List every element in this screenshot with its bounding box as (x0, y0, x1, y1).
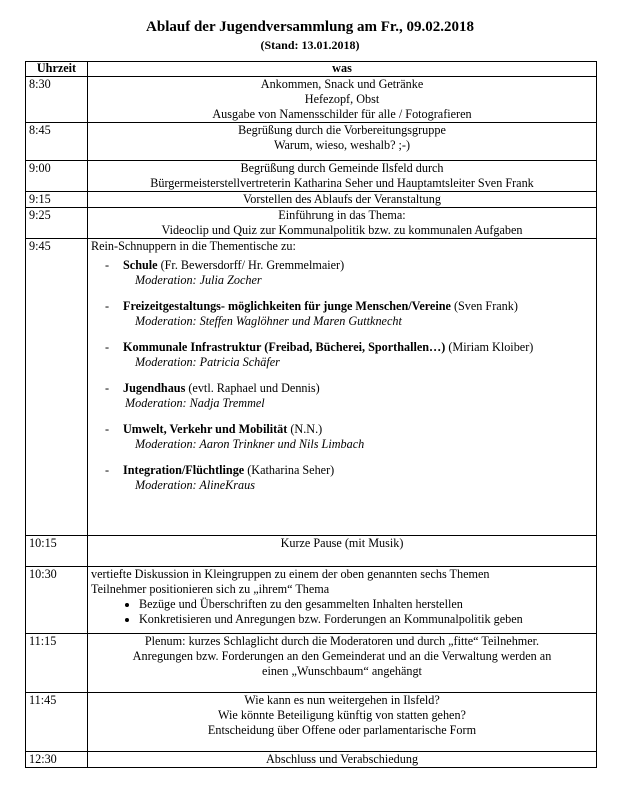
row-time: 11:15 (26, 634, 88, 693)
table-row (26, 192, 597, 208)
row-time: 12:30 (26, 752, 88, 768)
topic-item (91, 422, 593, 452)
page-subtitle: (Stand: 13.01.2018) (260, 38, 360, 52)
table-row (26, 693, 597, 752)
topic-name: Kommunale Infrastruktur (Freibad, Bücherei, Sporthallen…) (123, 340, 446, 354)
row-time: 9:45 (26, 239, 88, 536)
row-line: Kurze Pause (mit Musik) (280, 536, 404, 550)
header-row (26, 62, 597, 77)
topic-name: Jugendhaus (123, 381, 186, 395)
row-time: 11:45 (26, 693, 88, 752)
row-content (88, 536, 597, 567)
topic-extra: (Katharina Seher) (244, 463, 335, 477)
table-row (26, 567, 597, 634)
row-content (88, 161, 597, 192)
list-item: • Bezüge und Überschriften zu den gesammelten Inhalten herstellen (139, 597, 593, 612)
table-row (26, 634, 597, 693)
row-line: Warum, wieso, weshalb? ;-) (273, 138, 411, 152)
row-line: Ausgabe von Namensschilder für alle / Fotografieren (212, 107, 472, 121)
topic-item (91, 340, 593, 370)
row-line: Begrüßung durch Gemeinde Ilsfeld durch (240, 161, 444, 175)
header-time: Uhrzeit (26, 62, 88, 77)
topic-extra: (N.N.) (287, 422, 323, 436)
row-line: Wie könnte Beteiligung künftig von statten gehen? (218, 708, 466, 722)
topic-moderation: Moderation: Nadja Tremmel (125, 396, 265, 410)
row-content (88, 239, 597, 536)
row-content (88, 634, 597, 693)
row-line: Hefezopf, Obst (304, 92, 380, 106)
list-item: • Konkretisieren und Anregungen bzw. Forderungen an Kommunalpolitik geben (139, 612, 593, 627)
row-time: 10:30 (26, 567, 88, 634)
table-row (26, 752, 597, 768)
row-content (88, 192, 597, 208)
row-time: 9:00 (26, 161, 88, 192)
row-line: einen „Wunschbaum“ angehängt (262, 664, 422, 678)
topic-name: Umwelt, Verkehr und Mobilität (123, 422, 288, 436)
row-line: Entscheidung über Offene oder parlamentarische Form (207, 723, 477, 737)
topic-item (91, 299, 593, 329)
row-time: 9:25 (26, 208, 88, 239)
row-time: 10:15 (26, 536, 88, 567)
row-intro: Teilnehmer positionieren sich zu „ihrem“ Thema (91, 582, 330, 596)
dash-bullet: - (105, 340, 110, 354)
header-what: was (88, 62, 597, 77)
topic-item (91, 258, 593, 288)
table-row (26, 208, 597, 239)
row-content (88, 567, 597, 634)
row-time: 9:15 (26, 192, 88, 208)
table-row (26, 161, 597, 192)
row-intro: Rein-Schnuppern in die Thementische zu: (91, 239, 296, 253)
row-line: Vorstellen des Ablaufs der Veranstaltung (243, 192, 441, 206)
row-content (88, 693, 597, 752)
topic-extra: (Miriam Kloiber) (445, 340, 534, 354)
row-time: 8:45 (26, 123, 88, 161)
topic-item (91, 381, 593, 411)
topic-extra: (evtl. Raphael und Dennis) (185, 381, 320, 395)
topic-name: Freizeitgestaltungs- möglichkeiten für junge Menschen/Vereine (123, 299, 451, 313)
topic-name: Integration/Flüchtlinge (123, 463, 245, 477)
dash-bullet: - (105, 422, 110, 436)
row-content (88, 123, 597, 161)
topic-moderation: Moderation: Aaron Trinkner und Nils Limbach (135, 437, 365, 451)
row-line: Einführung in das Thema: (278, 208, 406, 222)
row-time: 8:30 (26, 77, 88, 123)
schedule-table (25, 61, 597, 768)
row-content (88, 208, 597, 239)
page-title: Ablauf der Jugendversammlung am Fr., 09.02.2018 (146, 19, 474, 35)
table-row (26, 123, 597, 161)
topic-moderation: Moderation: AlineKraus (135, 478, 255, 492)
topic-moderation: Moderation: Julia Zocher (135, 273, 262, 287)
table-row (26, 536, 597, 567)
topic-moderation: Moderation: Steffen Waglöhner und Maren Guttknecht (135, 314, 402, 328)
row-line: Abschluss und Verabschiedung (265, 752, 419, 766)
row-line: Bürgermeisterstellvertreterin Katharina Seher und Hauptamtsleiter Sven Frank (150, 176, 534, 190)
row-line: Anregungen bzw. Forderungen an den Gemeinderat und an die Verwaltung werden an (132, 649, 552, 663)
topic-moderation: Moderation: Patricia Schäfer (135, 355, 280, 369)
dash-bullet: - (105, 381, 110, 395)
row-line: Wie kann es nun weitergehen in Ilsfeld? (244, 693, 440, 707)
dash-bullet: - (105, 258, 110, 272)
topic-item (91, 463, 593, 493)
row-intro: vertiefte Diskussion in Kleingruppen zu einem der oben genannten sechs Themen (91, 567, 490, 581)
row-content (88, 752, 597, 768)
table-row (26, 77, 597, 123)
topic-name: Schule (123, 258, 158, 272)
row-line: Plenum: kurzes Schlaglicht durch die Moderatoren und durch „fitte“ Teilnehmer. (144, 634, 540, 648)
row-line: Ankommen, Snack und Getränke (260, 77, 424, 91)
row-line: Videoclip und Quiz zur Kommunalpolitik bzw. zu kommunalen Aufgaben (161, 223, 523, 237)
dash-bullet: - (105, 463, 110, 477)
row-line: Begrüßung durch die Vorbereitungsgruppe (238, 123, 446, 137)
row-content (88, 77, 597, 123)
table-row (26, 239, 597, 536)
topic-extra: (Fr. Bewersdorff/ Hr. Gremmelmaier) (157, 258, 345, 272)
dash-bullet: - (105, 299, 110, 313)
bullet-list (91, 597, 593, 627)
topic-extra: (Sven Frank) (450, 299, 518, 313)
